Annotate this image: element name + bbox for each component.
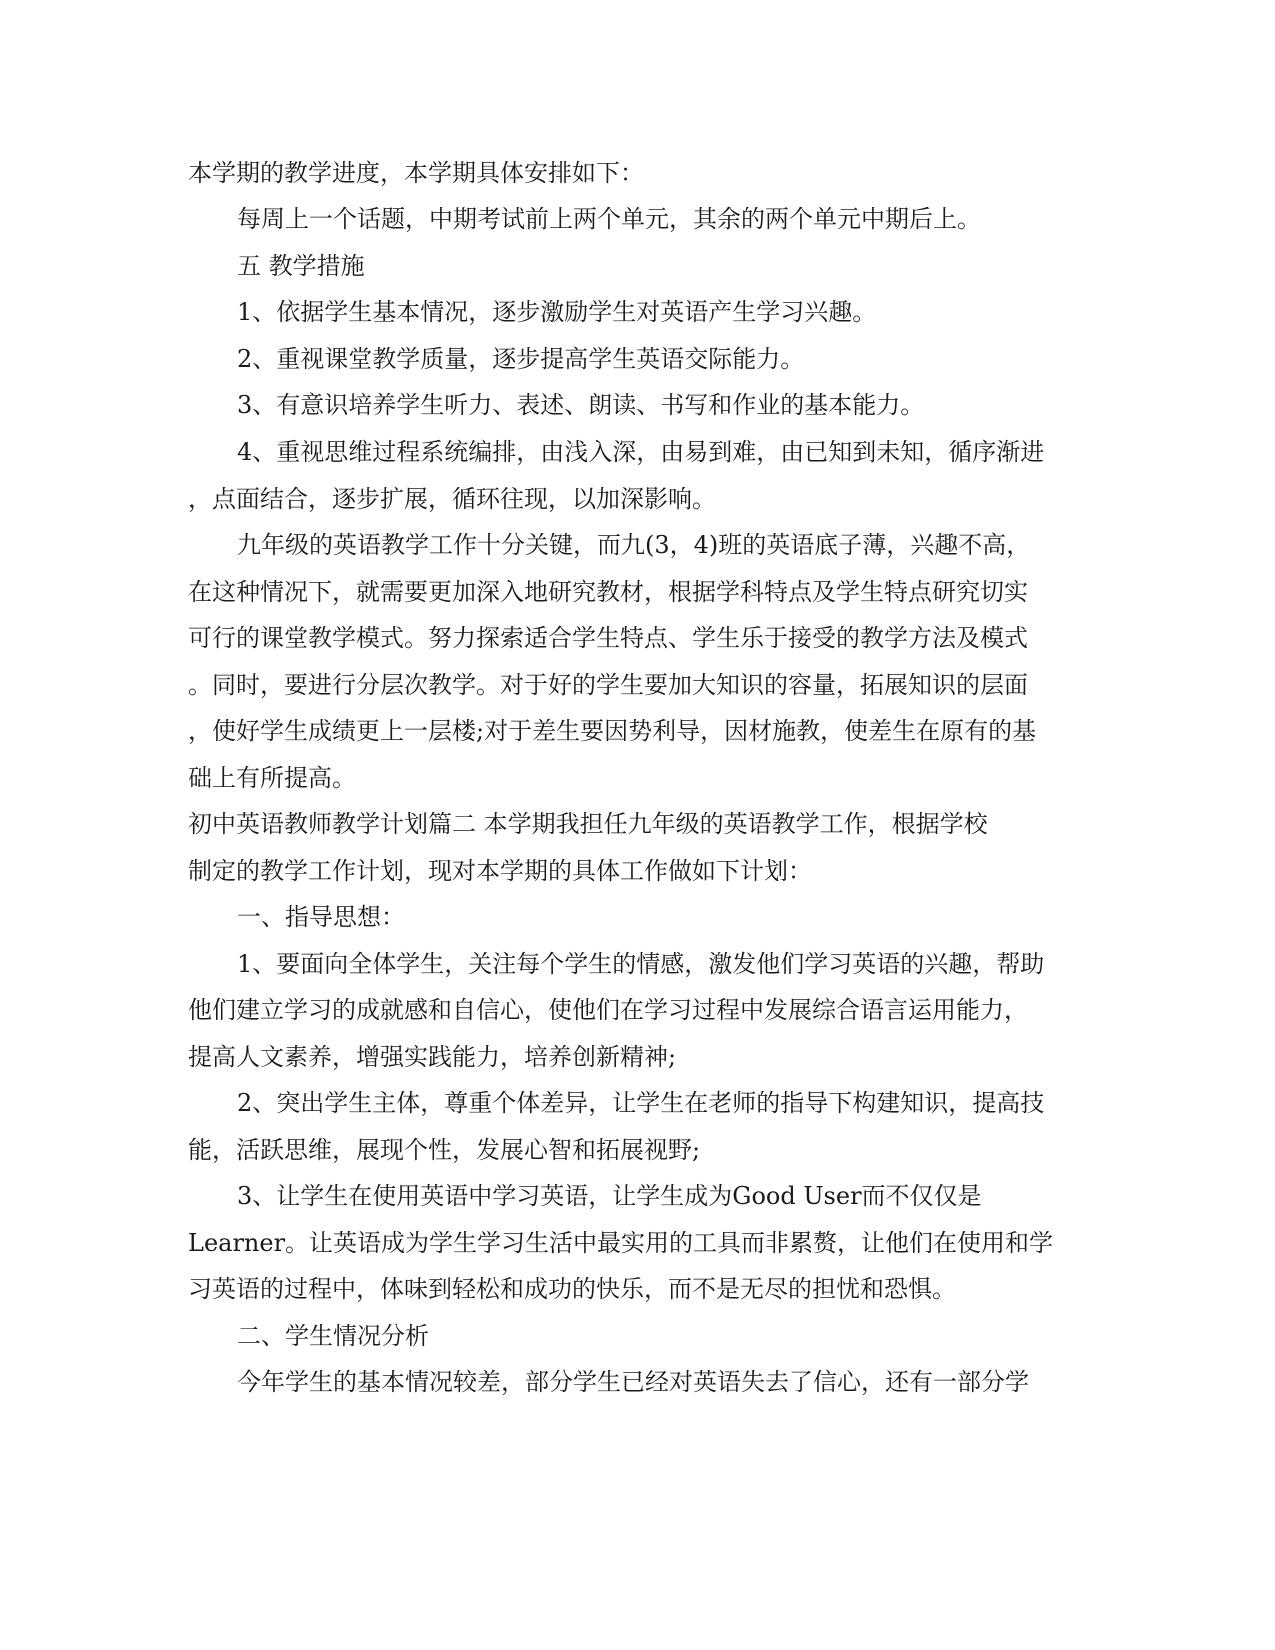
paragraph-line: 能，活跃思维，展现个性，发展心智和拓展视野; [188,1136,701,1164]
list-item: 1、要面向全体学生，关注每个学生的情感，激发他们学习英语的兴趣，帮助 [237,950,1045,978]
paragraph-line: 。同时，要进行分层次教学。对于好的学生要加大知识的容量，拓展知识的层面 [188,671,1028,699]
paragraph-line: 习英语的过程中，体味到轻松和成功的快乐，而不是无尽的担忧和恐惧。 [188,1275,956,1303]
article-title-line: 初中英语教师教学计划篇二 本学期我担任九年级的英语教学工作，根据学校 [188,810,988,838]
paragraph-line: 九年级的英语教学工作十分关键，而九(3，4)班的英语底子薄，兴趣不高， [237,531,1031,559]
list-item: 3、让学生在使用英语中学习英语，让学生成为Good User而不仅仅是 [237,1182,982,1210]
paragraph-line: 每周上一个话题，中期考试前上两个单元，其余的两个单元中期后上。 [237,205,981,233]
paragraph-line: 提高人文素养，增强实践能力，培养创新精神; [188,1043,677,1071]
section-heading: 一、指导思想： [237,903,405,931]
paragraph-line: 础上有所提高。 [188,764,356,792]
paragraph-line: 本学期的教学进度，本学期具体安排如下： [188,159,644,187]
section-heading: 二、学生情况分析 [237,1322,429,1350]
paragraph-line: 制定的教学工作计划，现对本学期的具体工作做如下计划： [188,857,812,885]
paragraph-line: 他们建立学习的成就感和自信心，使他们在学习过程中发展综合语言运用能力， [188,996,1028,1024]
paragraph-line: ，使好学生成绩更上一层楼;对于差生要因势利导，因材施教，使差生在原有的基 [188,717,1037,745]
paragraph-line: 可行的课堂教学模式。努力探索适合学生特点、学生乐于接受的教学方法及模式 [188,624,1028,652]
section-heading: 五 教学措施 [237,252,365,280]
paragraph-line: 今年学生的基本情况较差，部分学生已经对英语失去了信心，还有一部分学 [237,1368,1029,1396]
list-item: 4、重视思维过程系统编排，由浅入深，由易到难，由已知到未知，循序渐进 [237,438,1045,466]
list-item: 2、重视课堂教学质量，逐步提高学生英语交际能力。 [237,345,805,373]
paragraph-line: 在这种情况下，就需要更加深入地研究教材，根据学科特点及学生特点研究切实 [188,578,1028,606]
paragraph-line: ，点面结合，逐步扩展，循环往现，以加深影响。 [188,485,716,513]
list-item: 2、突出学生主体，尊重个体差异，让学生在老师的指导下构建知识，提高技 [237,1089,1045,1117]
list-item: 3、有意识培养学生听力、表述、朗读、书写和作业的基本能力。 [237,391,925,419]
list-item: 1、依据学生基本情况，逐步激励学生对英语产生学习兴趣。 [237,298,877,326]
paragraph-line: Learner。让英语成为学生学习生活中最实用的工具而非累赘，让他们在使用和学 [188,1229,1054,1257]
